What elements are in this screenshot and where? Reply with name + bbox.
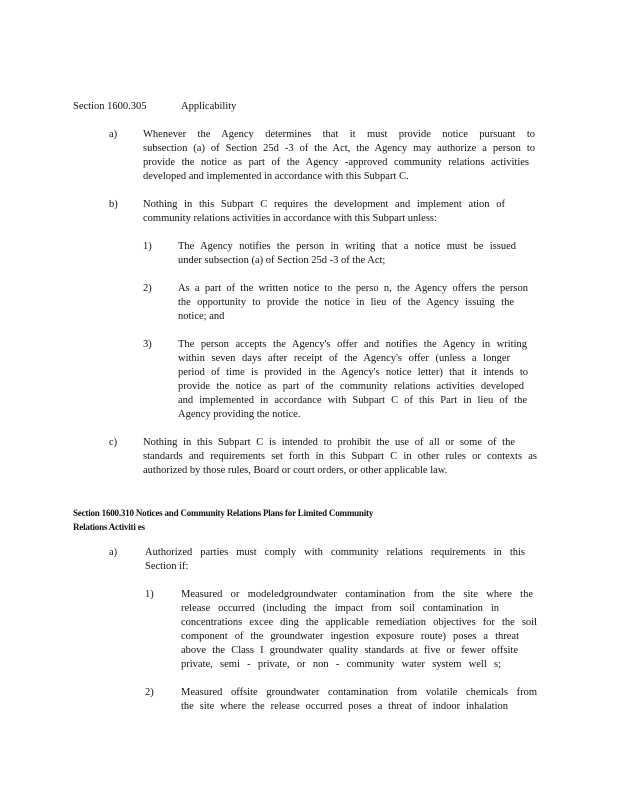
para-line: Nothing in this Subpart C requires the development and implement ation of xyxy=(143,199,505,210)
item-line: concentrations excee ding the applicable remediation objectives for the soil xyxy=(181,617,537,628)
item-label: 1) xyxy=(143,241,152,252)
para-line: Section if: xyxy=(145,561,189,572)
para-label: a) xyxy=(109,129,118,140)
item-label: 1) xyxy=(145,589,154,600)
item-line: As a part of the written notice to the perso n, the Agency offers the person xyxy=(178,283,528,294)
item-line: The person accepts the Agency's offer and notifies the Agency in writing xyxy=(178,339,527,350)
item-line: within seven days after receipt of the Agency's offer (unless a longer xyxy=(178,353,510,364)
para-label: c) xyxy=(109,437,118,448)
item-line: Measured or modeledgroundwater contamination from the site where the xyxy=(181,589,533,600)
item-label: 2) xyxy=(143,283,152,294)
para-line: Whenever the Agency determines that it must provide notice pursuant to xyxy=(143,129,535,140)
item-line: Agency providing the notice. xyxy=(178,409,301,420)
para-line: standards and requirements set forth in this Subpart C in other rules or contexts as xyxy=(143,451,537,462)
para-label: a) xyxy=(109,547,118,558)
item-line: component of the groundwater ingestion exposure route) poses a threat xyxy=(181,631,519,642)
item-line: the site where the release occurred poses a threat of indoor inhalation xyxy=(181,701,508,712)
item-line: the opportunity to provide the notice in lieu of the Agency issuing the xyxy=(178,297,514,308)
para-line: subsection (a) of Section 25d -3 of the Act, the Agency may authorize a person to xyxy=(143,143,535,154)
item-line: and implemented in accordance with Subpart C of this Part in lieu of the xyxy=(178,395,527,406)
item-line: private, semi - private, or non - community water system well s; xyxy=(181,659,501,670)
item-line: provide the notice as part of the community relations activities developed xyxy=(178,381,524,392)
item-label: 3) xyxy=(143,339,152,350)
para-line: Nothing in this Subpart C is intended to prohibit the use of all or some of the xyxy=(143,437,515,448)
para-line: developed and implemented in accordance with this Subpart C. xyxy=(143,171,409,182)
item-label: 2) xyxy=(145,687,154,698)
item-line: under subsection (a) of Section 25d -3 of the Act; xyxy=(178,255,386,266)
section-title: Applicability xyxy=(181,101,237,112)
para-line: provide the notice as part of the Agency -approved community relations activities xyxy=(143,157,529,168)
section-number: Section 1600.305 xyxy=(73,101,147,112)
item-line: period of time is provided in the Agency's notice letter) that it intends to xyxy=(178,367,528,378)
item-line: notice; and xyxy=(178,311,225,322)
para-label: b) xyxy=(109,199,118,210)
item-line: Measured offsite groundwater contamination from volatile chemicals from xyxy=(181,687,537,698)
item-line: above the Class I groundwater quality standards at five or fewer offsite xyxy=(181,645,518,656)
para-line: community relations activities in accordance with this Subpart unless: xyxy=(143,213,437,224)
item-line: release occurred (including the impact from soil contamination in xyxy=(181,603,499,614)
item-line: The Agency notifies the person in writing that a notice must be issued xyxy=(178,241,516,252)
section-heading: Section 1600.310 Notices and Community Relations Plans for Limited Community xyxy=(73,508,374,518)
section-heading: Relations Activiti es xyxy=(73,522,145,532)
para-line: authorized by those rules, Board or court orders, or other applicable law. xyxy=(143,465,448,476)
para-line: Authorized parties must comply with community relations requirements in this xyxy=(145,547,525,558)
